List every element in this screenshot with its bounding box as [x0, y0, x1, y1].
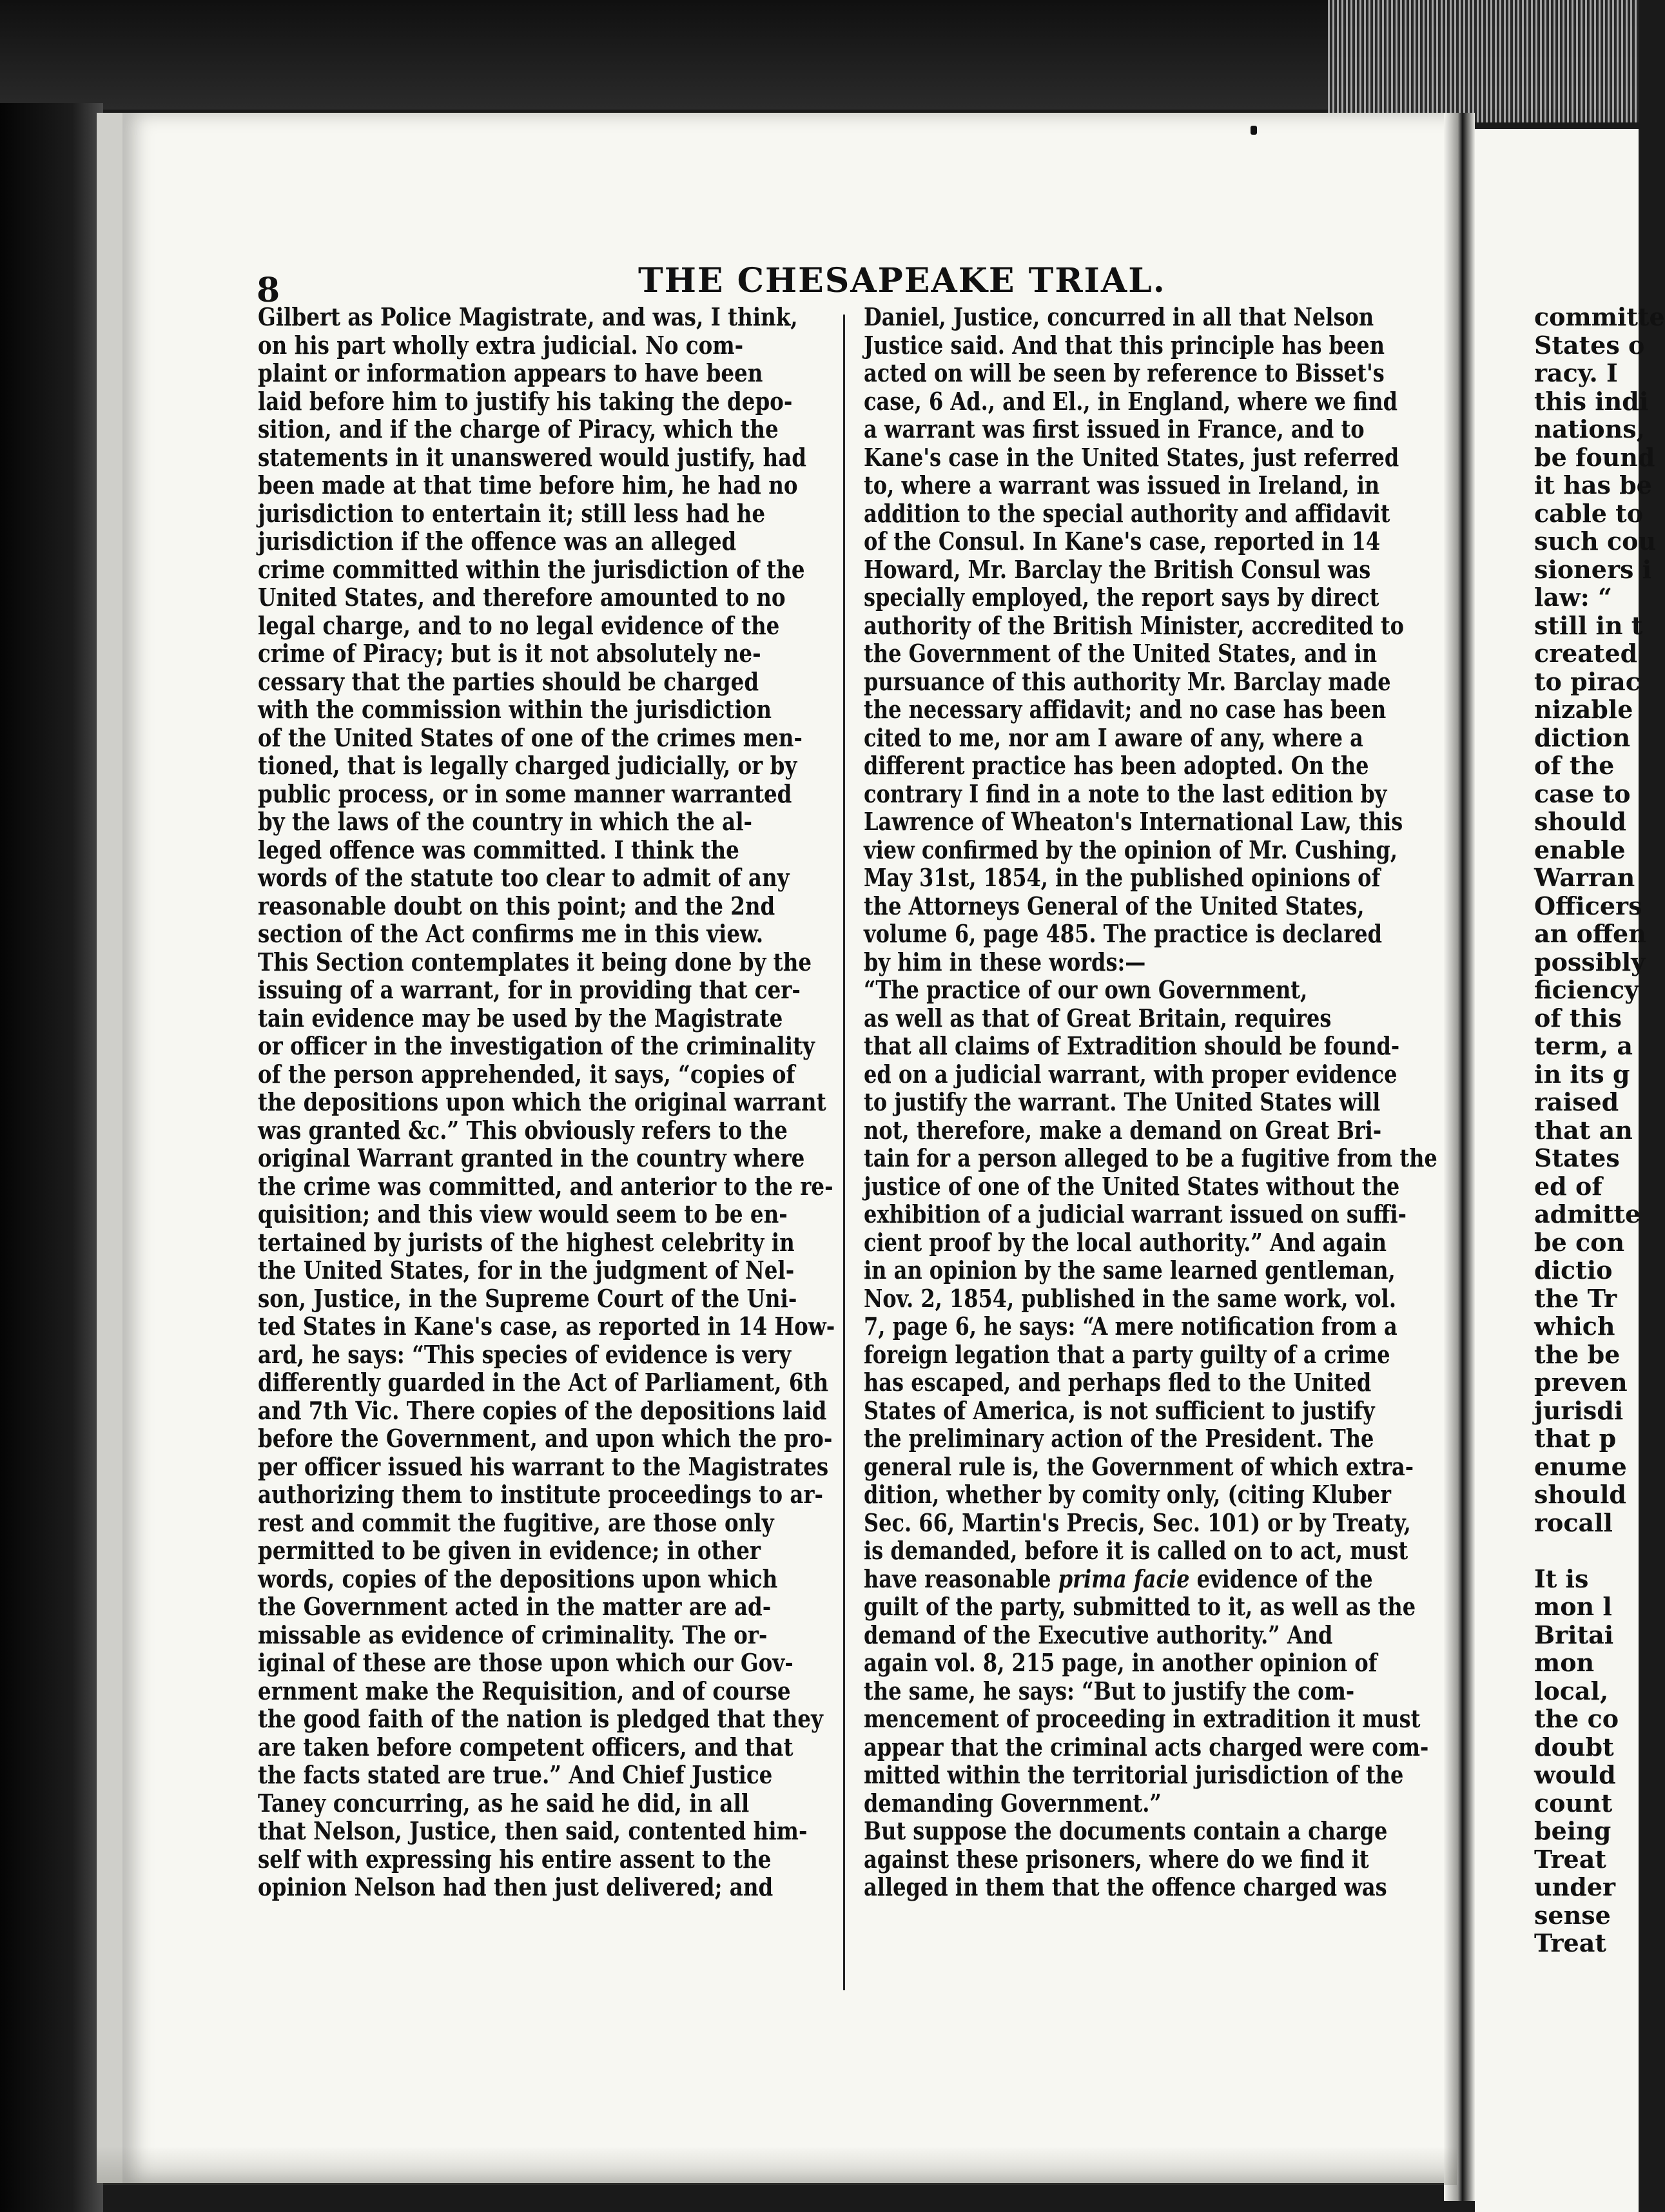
text-line: tertained by jurists of the highest celebrity in: [258, 1227, 795, 1257]
text-line: Nov. 2, 1854, published in the same work, vol.: [864, 1283, 1396, 1313]
text-line: quisition; and this view would seem to be en-: [258, 1199, 788, 1228]
fragment-line: jurisdi: [1534, 1395, 1624, 1425]
text-line: of the United States of one of the crimes men-: [258, 723, 803, 752]
text-line: 7, page 6, he says: “A mere notification from a: [864, 1312, 1397, 1341]
text-line: words of the statute too clear to admit of any: [258, 863, 790, 892]
text-line: by him in these words:—: [864, 947, 1146, 976]
text-line: plaint or information appears to have been: [258, 358, 763, 387]
fragment-line: law: “: [1534, 583, 1612, 612]
fragment-line: committe: [1534, 302, 1665, 331]
fragment-line: Treat: [1534, 1928, 1606, 1957]
text-line: on his part wholly extra judicial. No com-: [258, 330, 744, 360]
text-line: statements in it unanswered would justify, had: [258, 442, 806, 472]
fragment-line: should: [1534, 1480, 1627, 1509]
text-line: missable as evidence of criminality. The or-: [258, 1620, 768, 1649]
text-line: to justify the warrant. The United States will: [864, 1087, 1381, 1116]
fragment-line: nations,: [1534, 414, 1645, 443]
fragment-line: States o: [1534, 330, 1645, 360]
fragment-line: admitte: [1534, 1199, 1641, 1228]
text-line: per officer issued his warrant to the Magistrates: [258, 1451, 829, 1481]
text-line: to, where a warrant was issued in Ireland, in: [864, 471, 1380, 500]
text-line: ard, he says: “This species of evidence is very: [258, 1339, 792, 1369]
text-line: of the Consul. In Kane's case, reported in 14: [864, 527, 1381, 556]
text-line: justice of one of the United States without the: [864, 1171, 1400, 1201]
text-line: view confirmed by the opinion of Mr. Cushing,: [864, 835, 1397, 864]
text-line: demand of the Executive authority.” And: [864, 1620, 1333, 1649]
text-line: authority of the British Minister, accredited to: [864, 610, 1405, 640]
scan-noise-band: [1328, 0, 1639, 122]
fragment-line: be found: [1534, 442, 1655, 472]
text-line: opinion Nelson had then just delivered; and: [258, 1872, 774, 1901]
text-line: cessary that the parties should be charged: [258, 666, 759, 696]
fragment-line: of the: [1534, 751, 1615, 780]
page-number: 8: [257, 271, 280, 310]
text-line: tain evidence may be used by the Magistrate: [258, 1003, 783, 1033]
book-gutter: [1444, 113, 1475, 2201]
text-line: issuing of a warrant, for in providing that cer-: [258, 975, 801, 1004]
text-line: jurisdiction if the offence was an alleged: [258, 527, 737, 556]
text-line: contrary I find in a note to the last edition by: [864, 779, 1387, 808]
text-line: addition to the special authority and affidavit: [864, 498, 1390, 528]
text-line: of the person apprehended, it says, “copies of: [258, 1059, 795, 1089]
text-line: the preliminary action of the President. The: [864, 1424, 1374, 1453]
text-line: original Warrant granted in the country where: [258, 1143, 805, 1172]
fragment-line: the Tr: [1534, 1283, 1617, 1313]
fragment-line: ficiency: [1534, 975, 1639, 1004]
fragment-line: should: [1534, 807, 1627, 836]
text-line: general rule is, the Government of which extra-: [864, 1451, 1414, 1481]
text-line: permitted to be given in evidence; in other: [258, 1536, 761, 1565]
text-line: or officer in the investigation of the criminality: [258, 1031, 815, 1060]
scan-left-edge: [0, 103, 103, 2212]
facing-page-text-fragment: [1534, 303, 1665, 1957]
text-line: acted on will be seen by reference to Bisset's: [864, 358, 1385, 387]
fragment-line: this indi: [1534, 386, 1649, 416]
fragment-line: created: [1534, 639, 1638, 668]
text-line: son, Justice, in the Supreme Court of the Uni-: [258, 1283, 797, 1313]
text-line: tioned, that is legally charged judicially, or by: [258, 751, 797, 780]
fragment-line: of this: [1534, 1003, 1622, 1033]
text-line: the Government acted in the matter are ad-: [258, 1592, 772, 1621]
text-line: ernment make the Requisition, and of course: [258, 1676, 791, 1705]
text-line: Gilbert as Police Magistrate, and was, I think,: [258, 302, 798, 331]
fragment-line: Treat: [1534, 1844, 1606, 1874]
fragment-line: sioners i: [1534, 554, 1652, 584]
fragment-line: be con: [1534, 1227, 1625, 1257]
fragment-line: that an: [1534, 1115, 1633, 1145]
text-line: crime of Piracy; but is it not absolutely ne-: [258, 639, 761, 668]
fragment-line: raised: [1534, 1087, 1619, 1116]
text-line: dition, whether by comity only, (citing Kluber: [864, 1480, 1391, 1509]
text-line: case, 6 Ad., and El., in England, where we find: [864, 386, 1397, 416]
fragment-line: sense: [1534, 1900, 1611, 1930]
fragment-line: it has be: [1534, 471, 1652, 500]
text-line: leged offence was committed. I think the: [258, 835, 739, 864]
text-line: pursuance of this authority Mr. Barclay made: [864, 666, 1391, 696]
text-column-right: [864, 303, 1437, 1901]
text-line: the facts stated are true.” And Chief Justice: [258, 1760, 773, 1789]
text-line: has escaped, and perhaps fled to the United: [864, 1368, 1372, 1397]
text-line: reasonable doubt on this point; and the 2nd: [258, 891, 775, 920]
fragment-line: ed of: [1534, 1171, 1602, 1201]
running-title: THE CHESAPEAKE TRIAL.: [638, 261, 1166, 300]
ink-speck: [1251, 126, 1257, 135]
text-line: But suppose the documents contain a charge: [864, 1816, 1388, 1845]
fragment-line: still in t: [1534, 610, 1643, 640]
text-line: against these prisoners, where do we find it: [864, 1844, 1369, 1874]
fragment-line: an offen: [1534, 919, 1646, 948]
text-line: been made at that time before him, he had no: [258, 471, 798, 500]
text-line: the depositions upon which the original warrant: [258, 1087, 826, 1116]
text-line: Justice said. And that this principle has been: [864, 330, 1385, 360]
text-line: crime committed within the jurisdiction of the: [258, 554, 805, 584]
text-line: Daniel, Justice, concurred in all that Nelson: [864, 302, 1374, 331]
text-line: by the laws of the country in which the al-: [258, 807, 753, 836]
fragment-line: to pirac: [1534, 666, 1641, 696]
text-line: the same, he says: “But to justify the com-: [864, 1676, 1355, 1705]
fragment-line: diction: [1534, 723, 1631, 752]
text-line: Lawrence of Wheaton's International Law, this: [864, 807, 1403, 836]
fragment-line: local,: [1534, 1676, 1609, 1705]
text-column-left: [258, 303, 835, 1901]
fragment-line: preven: [1534, 1368, 1628, 1397]
fragment-line: enable: [1534, 835, 1626, 864]
fragment-line: rocall: [1534, 1508, 1613, 1537]
text-line: the Attorneys General of the United States,: [864, 891, 1365, 920]
text-line: United States, and therefore amounted to no: [258, 583, 786, 612]
text-line: Howard, Mr. Barclay the British Consul was: [864, 554, 1371, 584]
fragment-line: doubt: [1534, 1732, 1614, 1761]
text-line: specially employed, the report says by direct: [864, 583, 1379, 612]
text-line: guilt of the party, submitted to it, as well as the: [864, 1592, 1416, 1621]
text-line: tain for a person alleged to be a fugitive from the: [864, 1143, 1437, 1172]
text-line: have reasonable prima facie evidence of the: [864, 1564, 1373, 1593]
text-line: are taken before competent officers, and that: [258, 1732, 794, 1761]
text-line: This Section contemplates it being done by the: [258, 947, 812, 976]
fragment-line: dictio: [1534, 1256, 1613, 1285]
text-line: authorizing them to institute proceedings to ar-: [258, 1480, 824, 1509]
fragment-line: the be: [1534, 1339, 1621, 1369]
text-line: section of the Act confirms me in this view.: [258, 919, 764, 948]
text-line: the Government of the United States, and in: [864, 639, 1378, 668]
text-line: was granted &c.” This obviously refers to the: [258, 1115, 788, 1145]
fragment-line: possibly: [1534, 947, 1646, 976]
fragment-line: Officers: [1534, 891, 1642, 920]
text-line: different practice has been adopted. On the: [864, 751, 1369, 780]
text-line: and 7th Vic. There copies of the depositions laid: [258, 1395, 827, 1425]
text-line: before the Government, and upon which the pro-: [258, 1424, 833, 1453]
text-line: Kane's case in the United States, just referred: [864, 442, 1399, 472]
text-line: the good faith of the nation is pledged that they: [258, 1704, 823, 1733]
text-line: Sec. 66, Martin's Precis, Sec. 101) or by Treaty,: [864, 1508, 1411, 1537]
text-line: “The practice of our own Government,: [864, 975, 1308, 1004]
text-line: iginal of these are those upon which our Gov-: [258, 1648, 794, 1677]
fragment-line: which: [1534, 1312, 1615, 1341]
text-line: cient proof by the local authority.” And again: [864, 1227, 1387, 1257]
fragment-line: States: [1534, 1143, 1620, 1172]
fragment-line: enume: [1534, 1451, 1627, 1481]
text-line: that Nelson, Justice, then said, contented him-: [258, 1816, 808, 1845]
text-line: with the commission within the jurisdiction: [258, 695, 772, 724]
text-line: alleged in them that the offence charged was: [864, 1872, 1387, 1901]
text-line: mencement of proceeding in extradition it must: [864, 1704, 1421, 1733]
fragment-line: the co: [1534, 1704, 1619, 1733]
fragment-line: that p: [1534, 1424, 1617, 1453]
text-line: jurisdiction to entertain it; still less had he: [258, 498, 766, 528]
text-line: as well as that of Great Britain, requires: [864, 1003, 1332, 1033]
text-line: the crime was committed, and anterior to the re-: [258, 1171, 833, 1201]
text-line: volume 6, page 485. The practice is declared: [864, 919, 1382, 948]
text-line: cited to me, nor am I aware of any, where a: [864, 723, 1363, 752]
text-line: that all claims of Extradition should be found-: [864, 1031, 1400, 1060]
text-line: words, copies of the depositions upon which: [258, 1564, 778, 1593]
text-line: exhibition of a judicial warrant issued on suffi-: [864, 1199, 1407, 1228]
text-line: laid before him to justify his taking the depo-: [258, 386, 793, 416]
text-line: ted States in Kane's case, as reported in 14 How-: [258, 1312, 835, 1341]
fragment-line: mon l: [1534, 1592, 1612, 1621]
text-line: appear that the criminal acts charged were com-: [864, 1732, 1429, 1761]
fragment-line: cable to: [1534, 498, 1644, 528]
fragment-line: would: [1534, 1760, 1616, 1789]
text-line: the United States, for in the judgment of Nel-: [258, 1256, 795, 1285]
text-line: in an opinion by the same learned gentleman,: [864, 1256, 1396, 1285]
fragment-line: case to: [1534, 779, 1631, 808]
text-line: a warrant was first issued in France, and to: [864, 414, 1365, 443]
fragment-line: mon: [1534, 1648, 1595, 1677]
fragment-line: Warran: [1534, 863, 1635, 892]
page-stain: [97, 2146, 1457, 2185]
text-line: rest and commit the fugitive, are those only: [258, 1508, 774, 1537]
fragment-line: term, a: [1534, 1031, 1633, 1060]
fragment-line: racy. I: [1534, 358, 1618, 387]
text-line: again vol. 8, 215 page, in another opinion of: [864, 1648, 1378, 1677]
fragment-line: nizable: [1534, 695, 1633, 724]
fragment-line: such cou: [1534, 527, 1657, 556]
text-line: mitted within the territorial jurisdiction of the: [864, 1760, 1404, 1789]
text-line: Taney concurring, as he said he did, in all: [258, 1788, 750, 1818]
text-line: ed on a judicial warrant, with proper evidence: [864, 1059, 1397, 1089]
fragment-line: under: [1534, 1872, 1616, 1901]
text-line: demanding Government.”: [864, 1788, 1162, 1818]
column-divider: [843, 315, 845, 1990]
text-line: the necessary affidavit; and no case has been: [864, 695, 1387, 724]
fragment-line: Britai: [1534, 1620, 1614, 1649]
fragment-line: being: [1534, 1816, 1611, 1845]
text-line: States of America, is not sufficient to justify: [864, 1395, 1375, 1425]
fragment-line: [1534, 1537, 1665, 1565]
text-line: is demanded, before it is called on to act, must: [864, 1536, 1408, 1565]
text-line: foreign legation that a party guilty of a crime: [864, 1339, 1390, 1369]
text-line: self with expressing his entire assent to the: [258, 1844, 772, 1874]
text-line: public process, or in some manner warranted: [258, 779, 792, 808]
text-line: differently guarded in the Act of Parliament, 6th: [258, 1368, 829, 1397]
text-line: May 31st, 1854, in the published opinions of: [864, 863, 1381, 892]
text-line: not, therefore, make a demand on Great Bri-: [864, 1115, 1382, 1145]
text-line: legal charge, and to no legal evidence of the: [258, 610, 780, 640]
fragment-line: count: [1534, 1788, 1613, 1818]
fragment-line: in its g: [1534, 1059, 1630, 1089]
text-line: sition, and if the charge of Piracy, which the: [258, 414, 779, 443]
fragment-line: It is: [1534, 1564, 1589, 1593]
